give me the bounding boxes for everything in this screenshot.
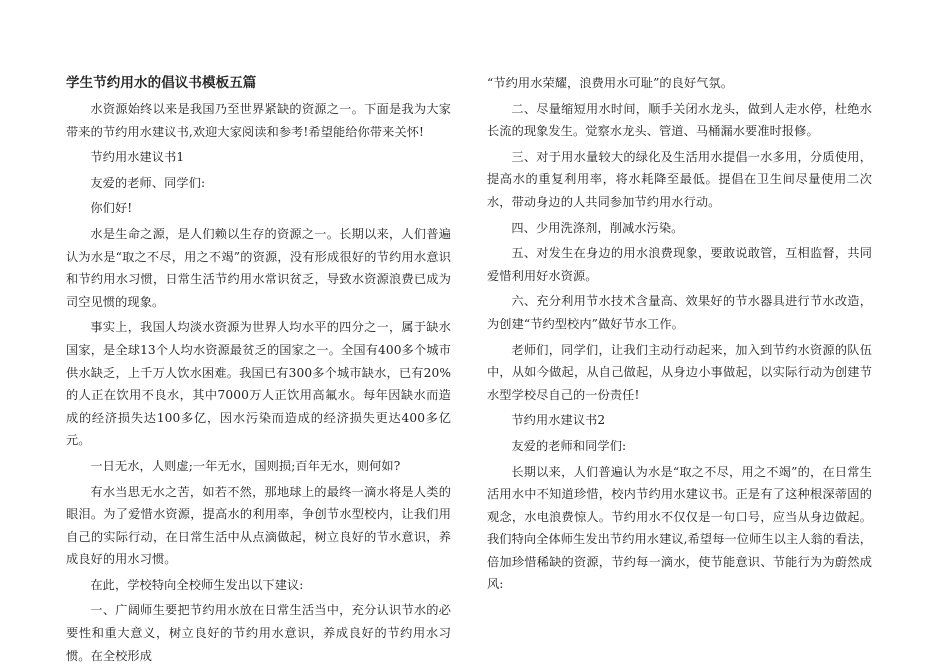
paragraph: 二、尽量缩短用水时间，顺手关闭水龙头，做到人走水停，杜绝水长流的现象发生。觉察水龙头、管道、马桶漏水要准时报修。 [487,101,872,139]
paragraph: 五、对发生在身边的用水浪费现象，要敢说敢管，互相监督，共同爱惜利用好水资源。 [487,246,872,283]
document-title: 学生节约用水的倡议书模板五篇 [66,75,257,91]
paragraph: 水资源始终以来是我国乃至世界紧缺的资源之一。下面是我为大家带来的节约用水建议书,欢迎大家阅读和参考!希望能给你带来关怀! [66,102,451,139]
paragraph: 老师们，同学们，让我们主动行动起来，加入到节约水资源的队伍中，从如今做起，从自己做起，从身边小事做起，以实际行动为创建节水型学校尽自己的一份责任! [487,342,872,402]
paragraph: 水是生命之源，是人们赖以生存的资源之一。长期以来，人们普遍认为水是“取之不尽，用之不竭”的资源，没有形成很好的节约用水意识和节约用水习惯，日常生活节约用水常识贫乏，导致水资源浪费已成为司空见惯的现象。 [66,226,451,309]
paragraph: 三、对于用水量较大的绿化及生活用水提倡一水多用，分质使用，提高水的重复利用率，将水耗降至最低。提倡在卫生间尽量使用二次水，带动身边的人共同参加节约用水行动。 [487,149,872,209]
section-heading: 节约用水建议书2 [511,413,606,428]
right-column [487,72,872,599]
paragraph: 一日无水，人则虚;一年无水，国则损;百年无水，则何如? [90,458,401,473]
paragraph: 六、充分利用节水技术含量高、效果好的节水器具进行节水改造，为创建“节约型校内”做好节水工作。 [487,294,872,331]
salutation: 友爱的老师和同学们: [511,438,627,453]
greeting: 你们好! [90,201,133,216]
section-heading: 节约用水建议书1 [90,150,185,165]
paragraph: 在此，学校特向全校师生发出以下建议: [90,577,304,592]
paragraph: 有水当思无水之苦，如若不然，那地球上的最终一滴水将是人类的眼泪。为了爱惜水资源，提高水的利用率，争创节水型校内，让我们用自己的实际行动，在日常生活中从点滴做起，树立良好的节水意识，养成良好的用水习惯。 [66,484,451,567]
salutation: 友爱的老师、同学们: [90,175,206,190]
paragraph-continuation: “节约用水荣耀，浪费用水可耻”的良好气氛。 [487,76,734,90]
paragraph: 四、少用洗涤剂，削减水污染。 [511,220,684,235]
paragraph: 长期以来，人们普遍认为水是“取之不尽，用之不竭”的，在日常生活用水中不知道珍惜，校内节约用水建议书。正是有了这种根深蒂固的观念，水电浪费惊人。节约用水不仅仅是一句口号，应当从身边做起。我们特向全体师生发出节约用水建议,希望每一位师生以主人翁的看法，倍加珍惜稀缺的资源，节约每一滴水，使节能意识、节能行为为蔚然成风: [487,464,872,592]
paragraph: 一、广阔师生要把节约用水放在日常生活当中，充分认识节水的必要性和重大意义，树立良好的节约用水意识，养成良好的节约用水习惯。在全校形成 [66,603,451,663]
left-column [66,72,451,670]
paragraph: 事实上，我国人均淡水资源为世界人均水平的四分之一，属于缺水国家，是全球13个人均水资源最贫乏的国家之一。全国有400多个城市供水缺乏，上千万人饮水困难。我国已有300多个城市缺水，已有20%的人正在饮用不良水，其中7000万人正饮用高氟水。每年因缺水而造成的经济损失达100多亿，因水污染而造成的经济损失更达400多亿元。 [66,320,451,448]
